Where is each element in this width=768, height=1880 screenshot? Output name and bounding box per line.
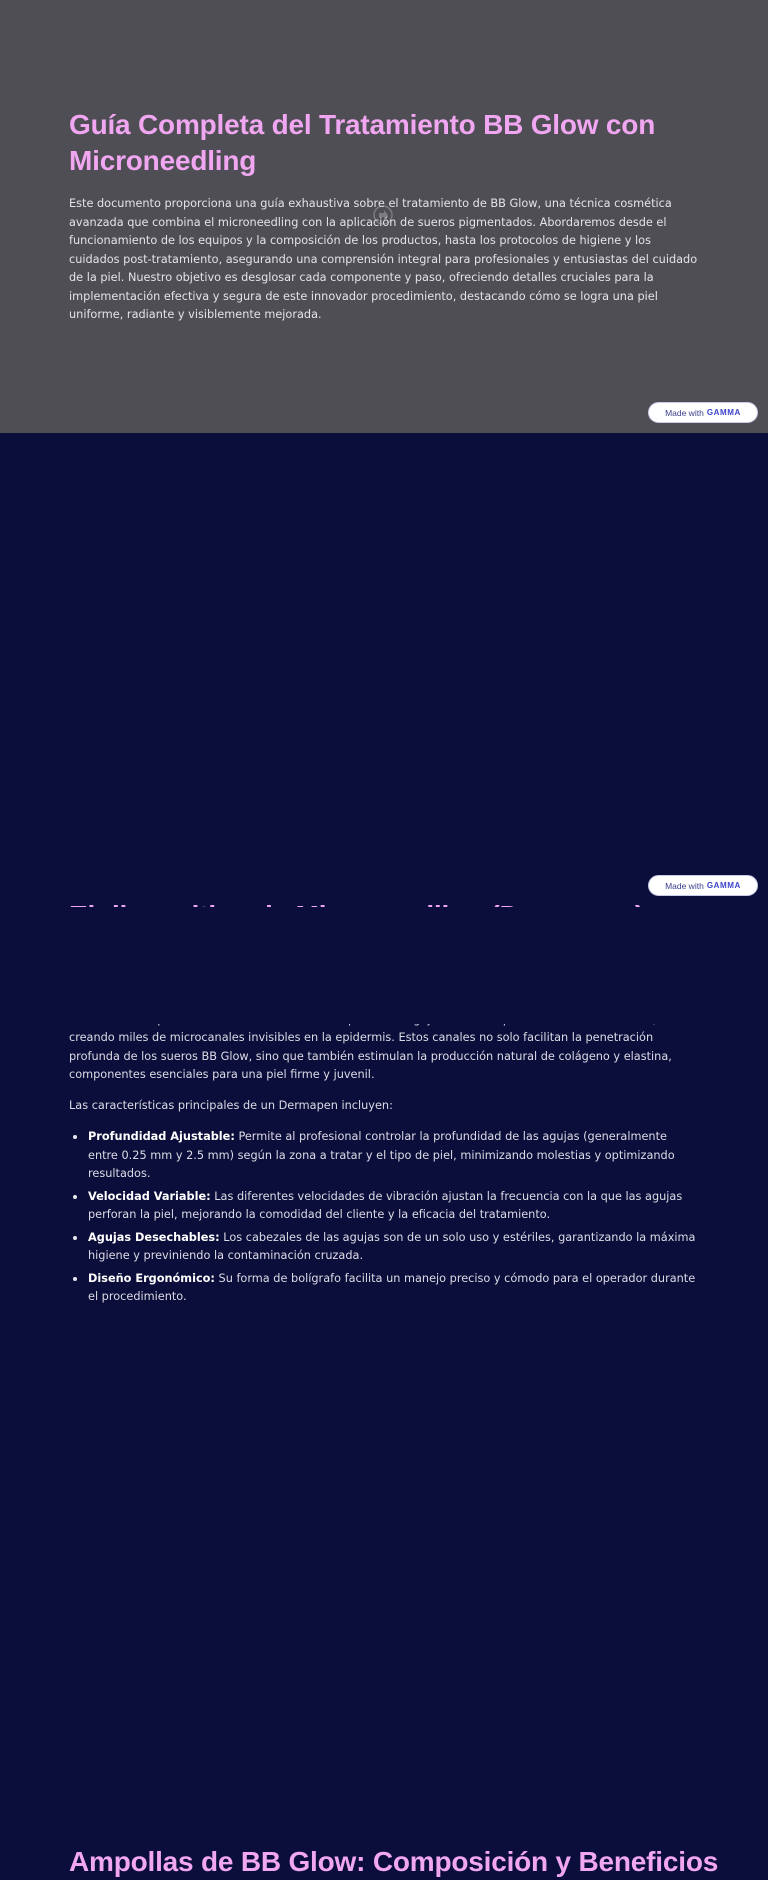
- share-icon: [371, 205, 395, 225]
- list-item: [69, 1128, 699, 1184]
- dermapen-slide: [0, 433, 768, 1303]
- badge-prefix: Made with: [665, 407, 704, 418]
- feature-label: Agujas Desechables:: [88, 1230, 220, 1244]
- made-with-gamma-badge[interactable]: [648, 402, 758, 423]
- feature-label: Diseño Ergonómico:: [88, 1271, 215, 1285]
- feature-text: Las diferentes velocidades de vibración ajustan la frecuencia con la que las agujas perforan la piel, mejorando la comodidad del cliente y la eficacia del tratamiento.: [88, 1189, 683, 1221]
- list-item: [69, 1188, 699, 1225]
- features-intro: Las características principales de un Dermapen incluyen:: [69, 1099, 393, 1112]
- intro-slide: [0, 0, 768, 433]
- made-with-gamma-badge[interactable]: [648, 875, 758, 896]
- gamma-logo: GAMMA: [706, 408, 741, 417]
- badge-prefix: Made with: [665, 880, 704, 891]
- feature-text: Permite al profesional controlar la profundidad de las agujas (generalmente entre 0.25 mm y 2.5 mm) según la zona a tratar y el tipo de piel, minimizando molestias y optimizando resultados.: [88, 1130, 675, 1180]
- dermapen-paragraph: creando miles de microcanales invisibles en la epidermis. Estos canales no solo facilitan la penetración profunda de los sueros BB Glow, sino que también estimulan la producción natural de colágeno y elastina, componentes esenciales para una piel firme y juvenil.: [69, 1031, 672, 1081]
- gamma-logo: GAMMA: [706, 881, 741, 890]
- feature-text: Su forma de bolígrafo facilita un manejo preciso y cómodo para el operador durante el procedimiento.: [88, 1271, 696, 1303]
- list-item: [69, 1229, 699, 1266]
- section-title-ampollas: Ampollas de BB Glow: Composición y Beneficios: [69, 1846, 719, 1877]
- features-list: [69, 1128, 699, 1311]
- list-item: [69, 1270, 699, 1307]
- feature-text: Los cabezales de las agujas son de un solo uso y estériles, garantizando la máxima higiene y previniendo la contaminación cruzada.: [88, 1230, 696, 1262]
- feature-label: Profundidad Ajustable:: [88, 1130, 235, 1143]
- intro-paragraph: Este documento proporciona una guía exhaustiva sobre el tratamiento de BB Glow, una técnica cosmética avanzada que combina el microneedling con la aplicación de sueros pigmentados. Abordaremos desde el funcionamiento de los equipos y la composición de los productos, hasta los protocolos de higiene y los cuidados post-tratamiento, asegurando una comprensión integral para profesionales y entusiastas del cuidado de la piel. Nuestro objetivo es desglosar cada componente y paso, ofreciendo detalles cruciales para la implementación efectiva y segura de este innovador procedimiento, destacando cómo se logra una piel uniforme, radiante y visiblemente mejorada.: [69, 197, 698, 321]
- page-title: Guía Completa del Tratamiento BB Glow con Microneedling: [69, 109, 656, 176]
- feature-label: Velocidad Variable:: [88, 1189, 211, 1203]
